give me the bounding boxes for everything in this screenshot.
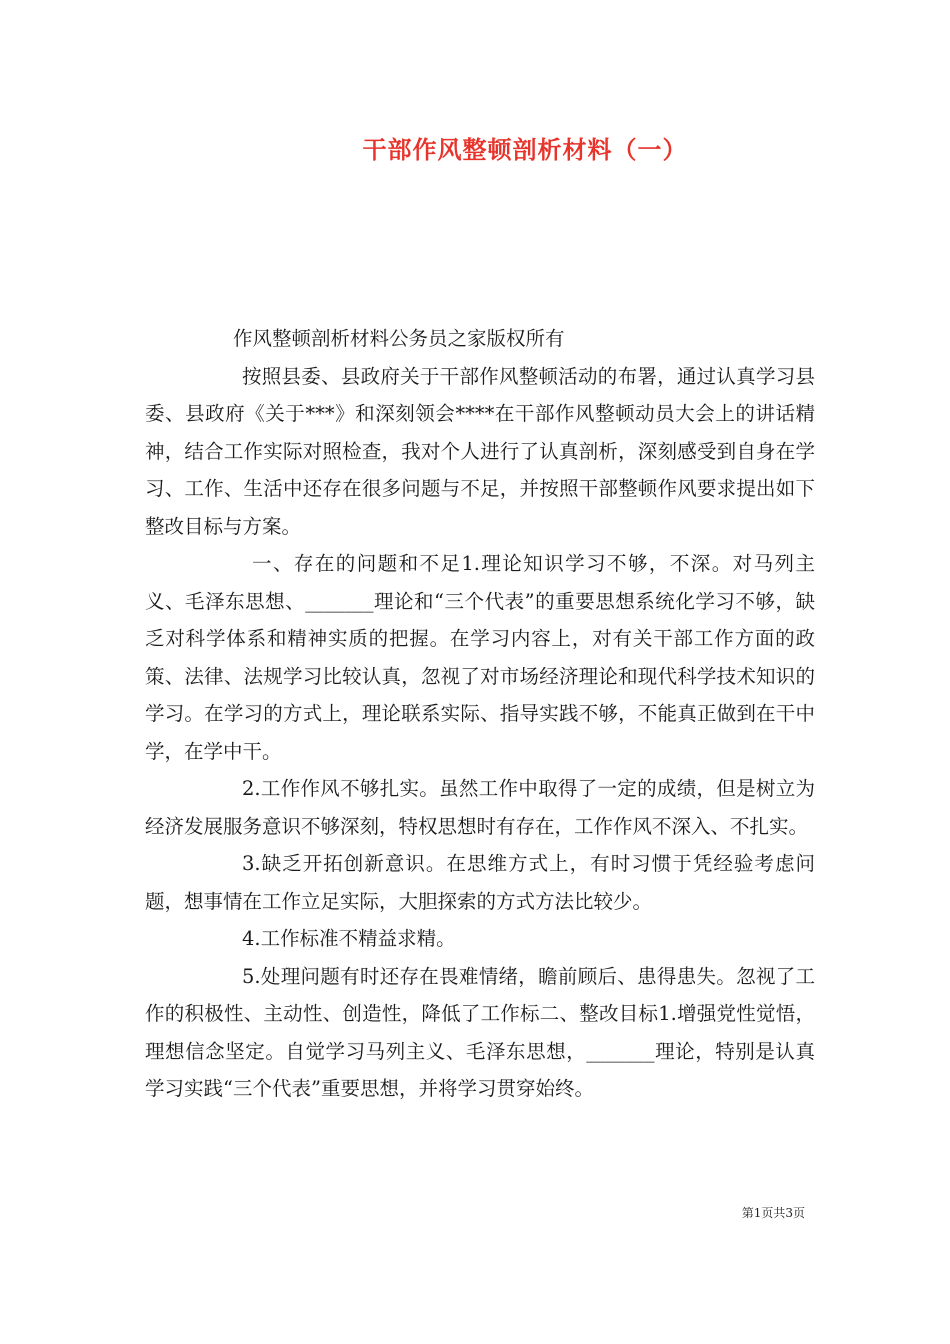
- page-number: 第1页共3页: [741, 1206, 805, 1220]
- paragraph-item-4: 4.工作标准不精益求精。: [242, 927, 456, 950]
- paragraph-item-3: 3.缺乏开拓创新意识。在思维方式上，有时习惯于凭经验考虑问题，想事情在工作立足实际，大胆探索的方式方法比较少。: [145, 852, 815, 913]
- paragraph-problems: 一、存在的问题和不足1.理论知识学习不够，不深。对马列主义、毛泽东思想、_______理论和“三个代表”的重要思想系统化学习不够，缺乏对科学体系和精神实质的把握。在学习内容上，对有关干部工作方面的政策、法律、法规学习比较认真，忽视了对市场经济理论和现代科学技术知识的学习。在学习的方式上，理论联系实际、指导实践不够，不能真正做到在干中学，在学中干。: [145, 552, 815, 763]
- document-subtitle: 作风整顿剖析材料公务员之家版权所有: [233, 327, 565, 350]
- document-body: [145, 320, 815, 1108]
- paragraph-item-5: 5.处理问题有时还存在畏难情绪，瞻前顾后、患得患失。忽视了工作的积极性、主动性、创造性，降低了工作标二、整改目标1.增强党性觉悟，理想信念坚定。自觉学习马列主义、毛泽东思想，_______理论，特别是认真学习实践“三个代表”重要思想，并将学习贯穿始终。: [145, 964, 815, 1100]
- paragraph-intro: 按照县委、县政府关于干部作风整顿活动的布署，通过认真学习县委、县政府《关于***》和深刻领会****在干部作风整顿动员大会上的讲话精神，结合工作实际对照检查，我对个人进行了认真剖析，深刻感受到自身在学习、工作、生活中还存在很多问题与不足，并按照干部整顿作风要求提出如下整改目标与方案。: [145, 364, 815, 538]
- paragraph-item-2: 2.工作作风不够扎实。虽然工作中取得了一定的成绩，但是树立为经济发展服务意识不够深刻，特权思想时有存在，工作作风不深入、不扎实。: [145, 777, 815, 838]
- document-title: 干部作风整顿剖析材料（一）: [362, 135, 688, 164]
